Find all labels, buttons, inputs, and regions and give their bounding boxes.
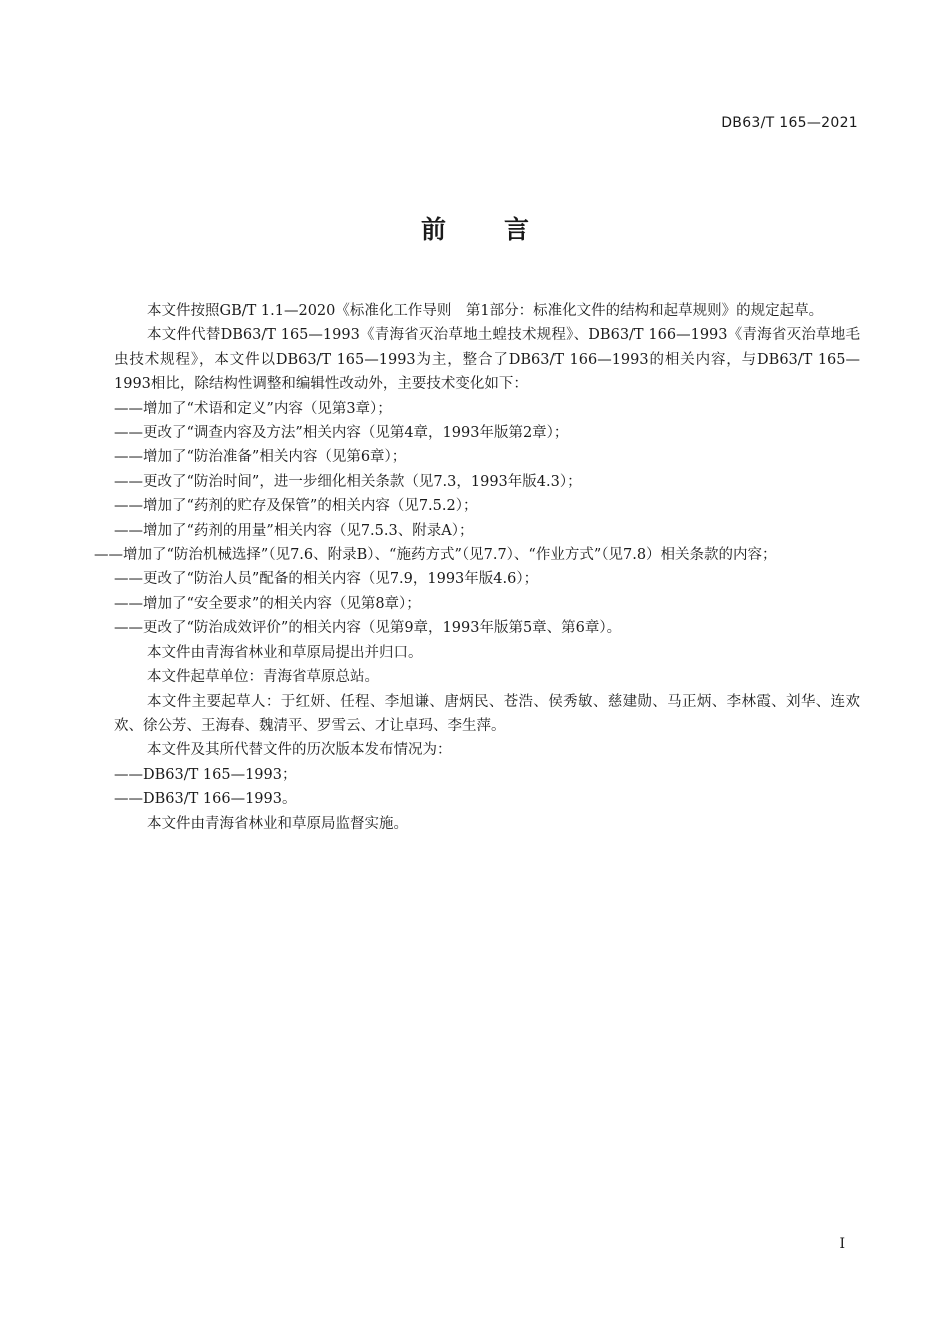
document-code: DB63/T 165—2021 xyxy=(721,115,858,131)
page-title: 前言 xyxy=(420,215,587,244)
drafters-list: 本文件主要起草人：于红妍、任程、李旭谦、唐炳民、苍浩、侯秀敏、慈建勋、马正炳、李林霞、刘华、连欢欢、徐公芳、王海春、魏清平、罗雪云、才让卓玛、李生萍。 xyxy=(114,693,860,734)
proposer-statement: 本文件由青海省林业和草原局提出并归口。 xyxy=(147,644,423,661)
change-item: ——增加了“防治机械选择”（见7.6、附录B）、“施药方式”（见7.7）、“作业方式”（见7.8）相关条款的内容； xyxy=(94,547,777,564)
change-item: ——增加了“药剂的用量”相关内容（见7.5.3、附录A）； xyxy=(114,522,474,539)
drafting-unit: 本文件起草单位：青海省草原总站。 xyxy=(147,669,379,686)
change-item: ——更改了“调查内容及方法”相关内容（见第4章，1993年版第2章）； xyxy=(114,425,569,442)
paragraph-drafting-rules: 本文件按照GB/T 1.1—2020《标准化工作导则 第1部分：标准化文件的结构和起草规则》的规定起草。 xyxy=(147,303,824,319)
change-item: ——更改了“防治人员”配备的相关内容（见7.9，1993年版4.6）； xyxy=(114,571,539,588)
change-item: ——增加了“药剂的贮存及保管”的相关内容（见7.5.2）； xyxy=(114,498,478,515)
change-item: ——增加了“安全要求”的相关内容（见第8章）； xyxy=(114,595,421,612)
history-intro: 本文件及其所代替文件的历次版本发布情况为： xyxy=(147,742,452,759)
supervision-statement: 本文件由青海省林业和草原局监督实施。 xyxy=(147,815,408,832)
change-item: ——增加了“防治准备”相关内容（见第6章）； xyxy=(114,449,407,466)
history-item: ——DB63/T 166—1993。 xyxy=(114,791,297,808)
change-item: ——更改了“防治成效评价”的相关内容（见第9章，1993年版第5章、第6章）。 xyxy=(114,620,622,637)
paragraph-replacement: 本文件代替DB63/T 165—1993《青海省灭治草地土蝗技术规程》、DB63/T 166—1993《青海省灭治草地毛虫技术规程》，本文件以DB63/T 165—1993为主，整合了DB63/T 166—1993的相关内容，与DB63/T 165—1993相比，除结构性调整和编辑性改动外，主要技术变化如下： xyxy=(114,327,860,393)
change-item: ——增加了“术语和定义”内容（见第3章）； xyxy=(114,400,392,417)
foreword-body xyxy=(94,299,860,836)
history-item: ——DB63/T 165—1993； xyxy=(114,766,297,783)
change-item: ——更改了“防治时间”，进一步细化相关条款（见7.3，1993年版4.3）； xyxy=(114,473,582,490)
page-number: I xyxy=(839,1236,845,1252)
